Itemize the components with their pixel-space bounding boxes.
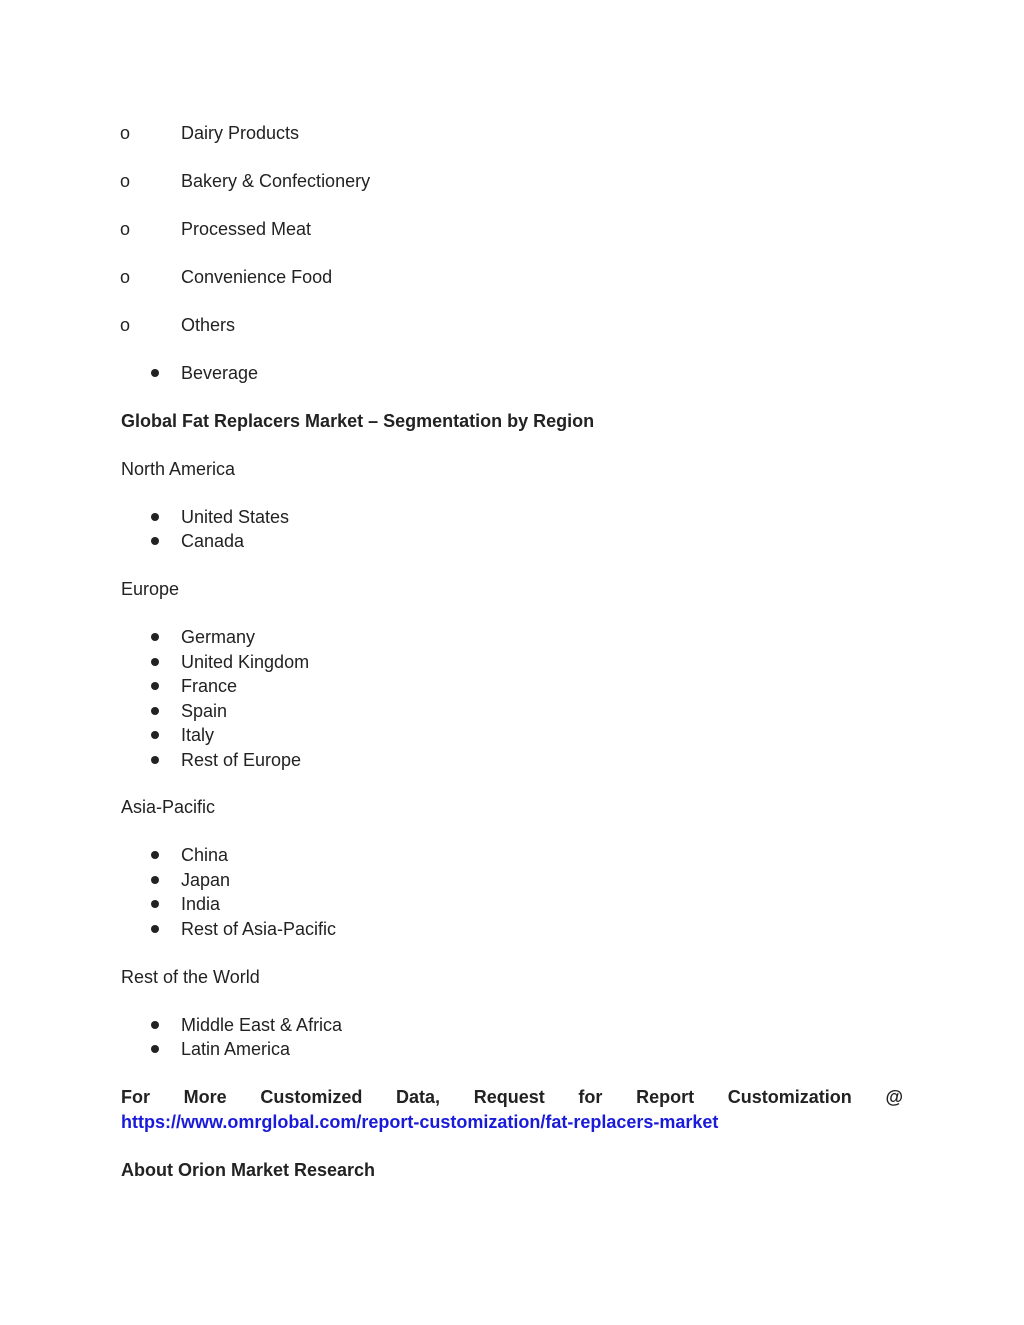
sublist-item-label: Bakery & Confectionery bbox=[181, 171, 371, 191]
customization-word: Customization bbox=[727, 1087, 852, 1107]
list-item-label: Spain bbox=[181, 701, 228, 721]
list-item-label: Japan bbox=[181, 870, 231, 890]
region-name: North America bbox=[121, 459, 236, 479]
customization-word: Report bbox=[636, 1087, 695, 1107]
bullet-icon bbox=[151, 633, 159, 641]
region-label bbox=[0, 964, 1024, 990]
list-item-label: Germany bbox=[181, 627, 256, 647]
list-item-label: India bbox=[181, 894, 221, 914]
list-item bbox=[0, 528, 1024, 554]
section-heading bbox=[0, 408, 1024, 434]
list-item bbox=[0, 916, 1024, 942]
sublist-item-label: Processed Meat bbox=[181, 219, 312, 239]
customization-word: Customized bbox=[260, 1087, 363, 1107]
list-item bbox=[0, 698, 1024, 724]
list-item-label: Rest of Europe bbox=[181, 750, 302, 770]
list-item bbox=[0, 867, 1024, 893]
sublist-item-label: Convenience Food bbox=[181, 267, 333, 287]
sublist-item bbox=[0, 120, 1024, 146]
list-item bbox=[0, 504, 1024, 530]
list-item bbox=[0, 673, 1024, 699]
list-item bbox=[0, 747, 1024, 773]
bullet-icon bbox=[151, 731, 159, 739]
sublist-item-label: Dairy Products bbox=[181, 123, 300, 143]
list-item-label: China bbox=[181, 845, 229, 865]
list-item bbox=[0, 649, 1024, 675]
bullet-icon bbox=[151, 537, 159, 545]
list-item bbox=[0, 624, 1024, 650]
bullet-icon bbox=[151, 707, 159, 715]
sublist-item bbox=[0, 216, 1024, 242]
bullet-icon bbox=[151, 658, 159, 666]
bullet-icon bbox=[151, 369, 159, 377]
list-item-label: United States bbox=[181, 507, 290, 527]
region-heading: Global Fat Replacers Market – Segmentation by Region bbox=[121, 411, 595, 431]
list-item bbox=[0, 842, 1024, 868]
list-item bbox=[0, 1036, 1024, 1062]
list-item-label: United Kingdom bbox=[181, 652, 310, 672]
bullet-icon bbox=[151, 900, 159, 908]
list-item-label: Middle East & Africa bbox=[181, 1015, 343, 1035]
bullet-icon bbox=[151, 513, 159, 521]
customization-line bbox=[0, 1084, 1024, 1110]
sublist-item bbox=[0, 264, 1024, 290]
bullet-icon bbox=[151, 1045, 159, 1053]
bullet-icon bbox=[151, 876, 159, 884]
list-item-label: Latin America bbox=[181, 1039, 291, 1059]
list-item-label: Canada bbox=[181, 531, 245, 551]
customization-link-row bbox=[0, 1109, 1024, 1135]
list-item bbox=[0, 891, 1024, 917]
sublist-item bbox=[0, 312, 1024, 338]
list-item-label: Italy bbox=[181, 725, 215, 745]
region-label bbox=[0, 794, 1024, 820]
customization-word: More bbox=[183, 1087, 227, 1107]
list-item bbox=[0, 360, 1024, 386]
customization-word: For bbox=[121, 1087, 150, 1107]
bullet-icon bbox=[151, 682, 159, 690]
about-heading: About Orion Market Research bbox=[121, 1160, 376, 1180]
sublist-marker: o bbox=[120, 267, 131, 287]
customization-text bbox=[121, 1084, 903, 1110]
customization-link[interactable]: https://www.omrglobal.com/report-customization/fat-replacers-market bbox=[121, 1112, 719, 1132]
list-item-label: Beverage bbox=[181, 363, 259, 383]
region-label bbox=[0, 456, 1024, 482]
section-heading bbox=[0, 1157, 1024, 1183]
list-item bbox=[0, 722, 1024, 748]
sublist-marker: o bbox=[120, 219, 131, 239]
region-name: Europe bbox=[121, 579, 180, 599]
region-name: Asia-Pacific bbox=[121, 797, 216, 817]
list-item bbox=[0, 1012, 1024, 1038]
bullet-icon bbox=[151, 851, 159, 859]
customization-word: @ bbox=[885, 1087, 903, 1107]
region-name: Rest of the World bbox=[121, 967, 260, 987]
sublist-marker: o bbox=[120, 123, 131, 143]
list-item-label: Rest of Asia-Pacific bbox=[181, 919, 337, 939]
bullet-icon bbox=[151, 925, 159, 933]
customization-word: Request bbox=[473, 1087, 545, 1107]
customization-word: for bbox=[578, 1087, 603, 1107]
bullet-icon bbox=[151, 756, 159, 764]
region-label bbox=[0, 576, 1024, 602]
sublist-marker: o bbox=[120, 315, 131, 335]
sublist-item bbox=[0, 168, 1024, 194]
sublist-item-label: Others bbox=[181, 315, 236, 335]
sublist-marker: o bbox=[120, 171, 131, 191]
customization-word: Data, bbox=[396, 1087, 441, 1107]
list-item-label: France bbox=[181, 676, 238, 696]
bullet-icon bbox=[151, 1021, 159, 1029]
